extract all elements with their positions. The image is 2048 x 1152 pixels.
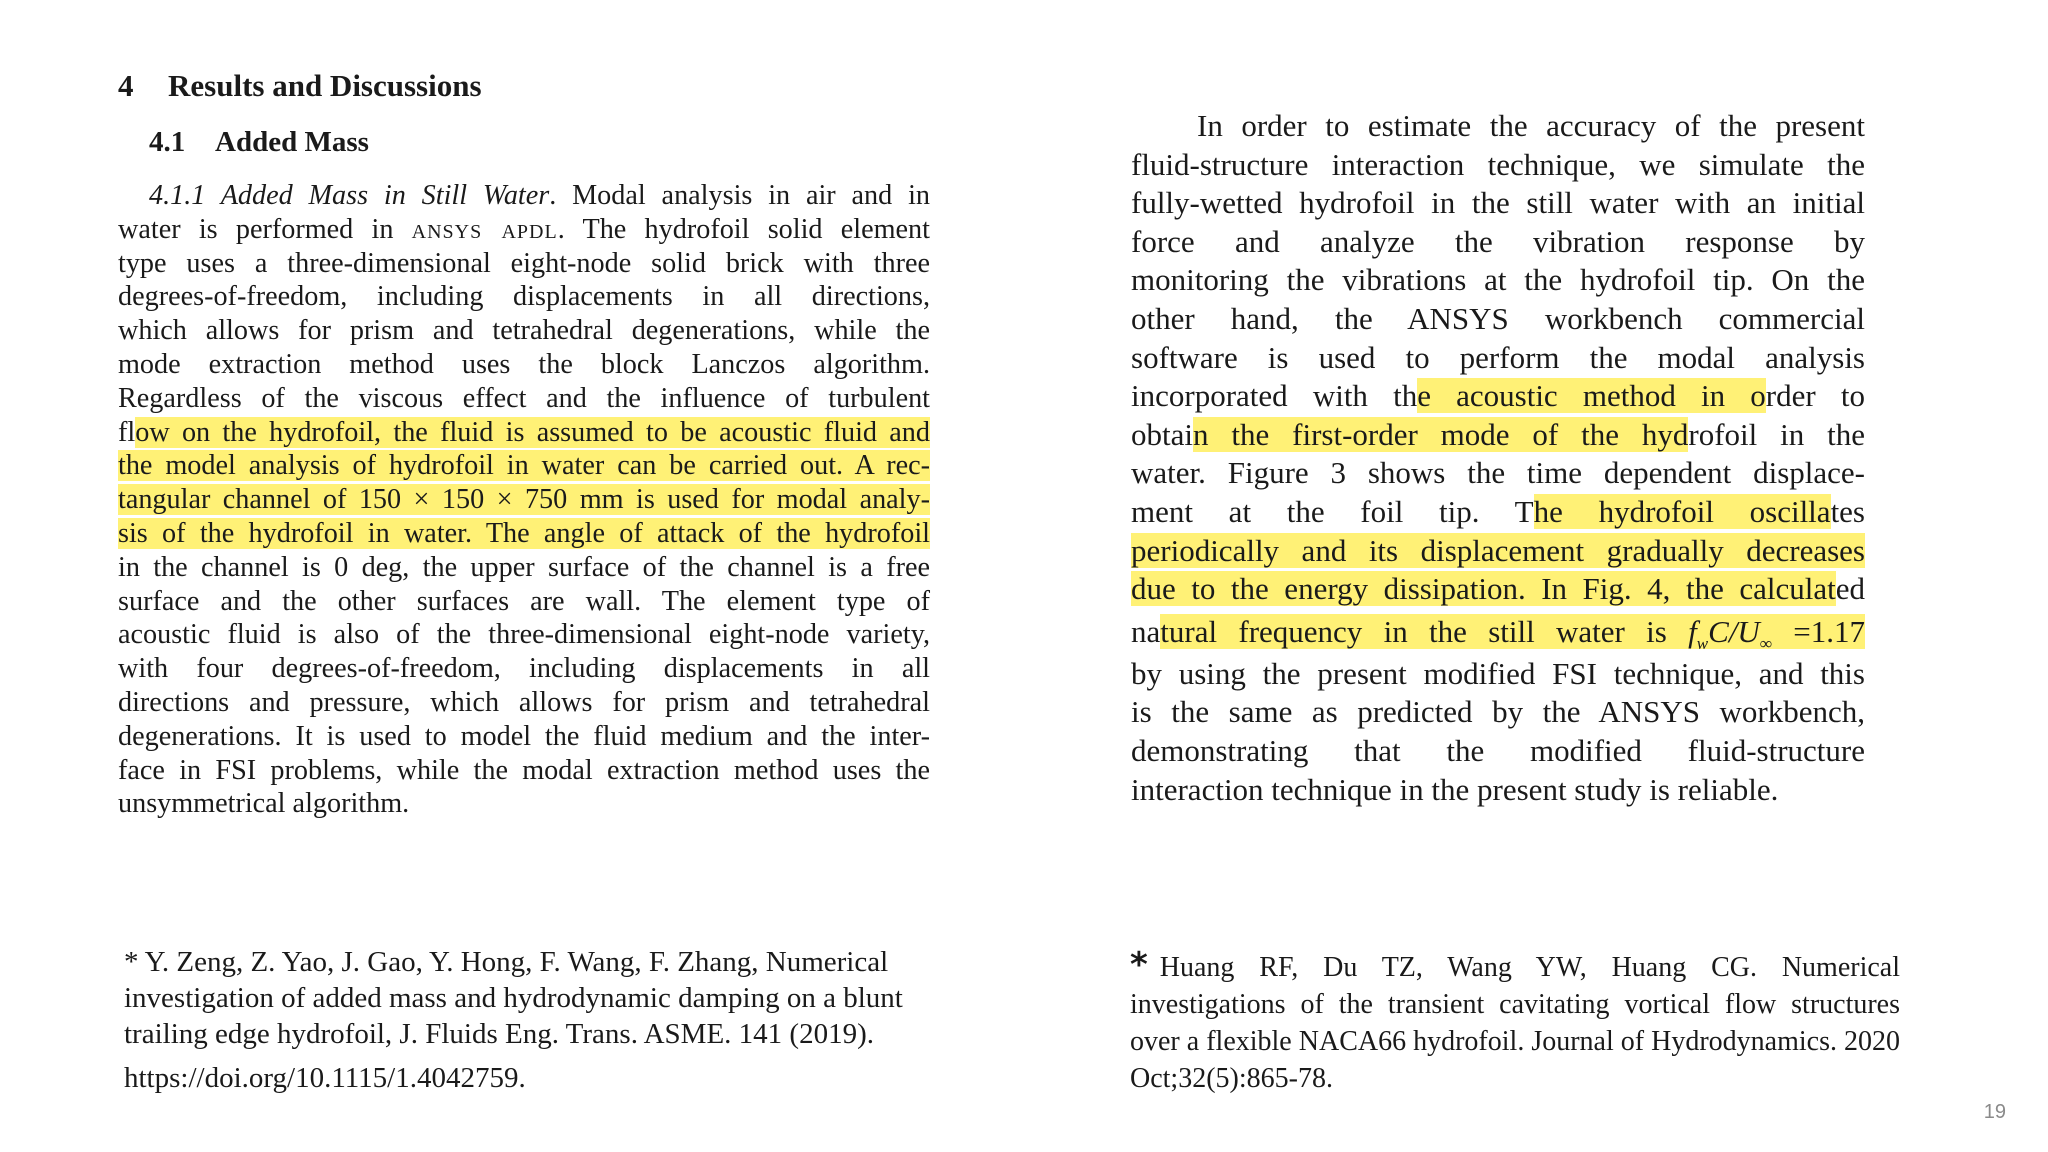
formula-part: f <box>1688 613 1697 649</box>
text-line <box>1131 223 1865 262</box>
highlighted-text: n the first-order mode of the hyd <box>1193 416 1689 452</box>
text-span: obtai <box>1131 416 1193 452</box>
text-line <box>1131 693 1865 732</box>
text-span: fluid-structure interaction technique, we simulate the <box>1131 146 1865 182</box>
formula-part: =1.17 <box>1771 613 1865 649</box>
text-span: is the same as predicted by the ANSYS workbench, <box>1131 694 1865 730</box>
highlighted-text: tangular channel of 150 × 150 × 750 mm is used for modal analy- <box>118 484 930 516</box>
text-span: rofoil in the <box>1688 416 1866 452</box>
text-line <box>118 280 930 314</box>
reference-right-text: Huang RF, Du TZ, Wang YW, Huang CG. Numerical investigations of the transient cavitating vortical flow structures over a flexible NACA66 hydrofoil. Journal of Hydrodynamics. 2020 Oct;32(5):865-78. <box>1130 952 1900 1094</box>
formula-part: C/U <box>1708 613 1760 649</box>
highlighted-text: due to the energy dissipation. In Fig. 4, the calculat <box>1131 571 1836 607</box>
text-line <box>118 517 930 551</box>
text-line <box>118 585 930 619</box>
highlighted-text: the model analysis of hydrofoil in water can be carried out. A rec- <box>118 450 930 482</box>
text-span: acoustic fluid is also of the three-dimensional eight-node variety, <box>118 619 930 651</box>
text-line <box>1131 184 1865 223</box>
text-line <box>1131 609 1865 655</box>
text-span: which allows for prism and tetrahedral degenerations, while the <box>118 315 930 347</box>
text-span: ment at the foil tip. T <box>1131 493 1534 529</box>
text-line <box>1131 377 1865 416</box>
text-line <box>1131 454 1865 493</box>
paper-excerpt-right <box>1131 107 1865 809</box>
text-line <box>1131 570 1865 609</box>
text-span: mode extraction method uses the block Lanczos algorithm. <box>118 348 930 380</box>
text-span: by using the present modified FSI technique, and this <box>1131 655 1865 691</box>
reference-left-line: trailing edge hydrofoil, J. Fluids Eng. Trans. ASME. 141 (2019). <box>124 1018 874 1050</box>
reference-left-line: investigation of added mass and hydrodynamic damping on a blunt <box>124 982 903 1014</box>
subsection-title: Added Mass <box>215 126 369 158</box>
highlighted-text: sis of the hydrofoil in water. The angle of attack of the hydrofoil <box>118 517 930 549</box>
text-span: other hand, the ANSYS workbench commercial <box>1131 300 1865 336</box>
text-span: In order to estimate the accuracy of the present <box>1197 108 1865 143</box>
reference-left-doi: https://doi.org/10.1115/1.4042759. <box>124 1062 526 1094</box>
text-line <box>1131 532 1865 571</box>
section-title: Results and Discussions <box>168 68 482 103</box>
text-line <box>118 720 930 754</box>
text-span: Added Mass in Still Water <box>205 180 550 211</box>
text-span: rder to <box>1765 378 1865 414</box>
text-line <box>118 754 930 788</box>
text-line <box>1131 300 1865 339</box>
text-line <box>118 382 930 416</box>
text-span: degrees-of-freedom, including displacements in all directions, <box>118 281 930 313</box>
highlighted-text: e acoustic method in o <box>1417 378 1766 414</box>
text-span: in the channel is 0 deg, the upper surface of the channel is a free <box>118 551 930 583</box>
text-span: with four degrees-of-freedom, including displacements in all <box>118 653 930 685</box>
text-line <box>118 314 930 348</box>
text-span: . Modal analysis in air and in <box>549 180 931 211</box>
left-paragraph <box>118 179 930 821</box>
text-span: incorporated with th <box>1131 378 1418 414</box>
text-line <box>1131 655 1865 694</box>
section-heading <box>118 68 930 104</box>
text-line <box>1131 261 1865 300</box>
text-line <box>1131 771 1865 810</box>
text-line <box>118 213 930 247</box>
section-number: 4 <box>118 68 134 103</box>
reference-left <box>124 944 954 1096</box>
formula-natural-frequency <box>1667 613 1865 653</box>
text-span: surface and the other surfaces are wall. The element type of <box>118 585 930 617</box>
text-span: type uses a three-dimensional eight-node solid brick with three <box>118 247 930 279</box>
text-span: water. Figure 3 shows the time dependent displace- <box>1131 455 1865 491</box>
text-span: ansys apdl <box>411 213 558 245</box>
text-span: demonstrating that the modified fluid-structure <box>1131 732 1865 768</box>
text-line <box>118 179 930 213</box>
text-span: directions and pressure, which allows for prism and tetrahedral <box>118 686 930 718</box>
text-line <box>118 483 930 517</box>
right-paragraph <box>1131 107 1865 809</box>
text-line <box>118 686 930 720</box>
text-span: degenerations. It is used to model the fluid medium and the inter- <box>118 720 930 752</box>
text-line <box>118 787 930 821</box>
highlighted-text: he hydrofoil oscilla <box>1533 493 1831 529</box>
reference-star: * <box>1130 945 1148 985</box>
subsection-heading <box>149 126 930 159</box>
subsection-number: 4.1 <box>149 126 186 158</box>
text-line <box>118 551 930 585</box>
highlighted-text: periodically and its displacement gradually decreases <box>1131 532 1865 568</box>
text-line <box>118 247 930 281</box>
text-line <box>118 652 930 686</box>
text-span: fully-wetted hydrofoil in the still water with an initial <box>1131 185 1865 221</box>
text-line <box>118 416 930 450</box>
highlighted-text: tural frequency in the still water is <box>1160 613 1667 649</box>
paper-excerpt-left <box>118 68 930 821</box>
text-span: 4.1.1 <box>149 180 206 211</box>
text-line <box>1131 416 1865 455</box>
text-span: . The hydrofoil solid element <box>557 213 930 245</box>
reference-right <box>1130 947 1900 1097</box>
text-line <box>118 449 930 483</box>
formula-part: w <box>1696 633 1709 653</box>
text-line <box>1131 107 1865 146</box>
highlighted-text: ow on the hydrofoil, the fluid is assumed to be acoustic fluid and <box>135 416 930 448</box>
text-line <box>1131 493 1865 532</box>
text-span: unsymmetrical algorithm. <box>118 788 410 820</box>
formula-part: ∞ <box>1759 633 1772 653</box>
text-line <box>1131 339 1865 378</box>
text-span: water is performed in <box>118 213 412 245</box>
text-line <box>1131 146 1865 185</box>
reference-left-line: * Y. Zeng, Z. Yao, J. Gao, Y. Hong, F. Wang, F. Zhang, Numerical <box>124 946 889 978</box>
text-span: Regardless of the viscous effect and the influence of turbulent <box>118 382 930 414</box>
text-line <box>118 348 930 382</box>
text-line <box>1131 732 1865 771</box>
page-number: 19 <box>1983 1101 2006 1123</box>
text-span: face in FSI problems, while the modal extraction method uses the <box>118 754 930 786</box>
text-span: software is used to perform the modal analysis <box>1131 339 1865 375</box>
text-span: interaction technique in the present study is reliable. <box>1131 771 1779 807</box>
text-span: na <box>1131 613 1161 649</box>
text-span: fl <box>118 416 136 448</box>
text-span: monitoring the vibrations at the hydrofoil tip. On the <box>1131 262 1865 298</box>
text-span: tes <box>1830 493 1865 529</box>
text-span: force and analyze the vibration response by <box>1131 223 1865 259</box>
text-span: ed <box>1835 571 1865 607</box>
text-line <box>118 618 930 652</box>
